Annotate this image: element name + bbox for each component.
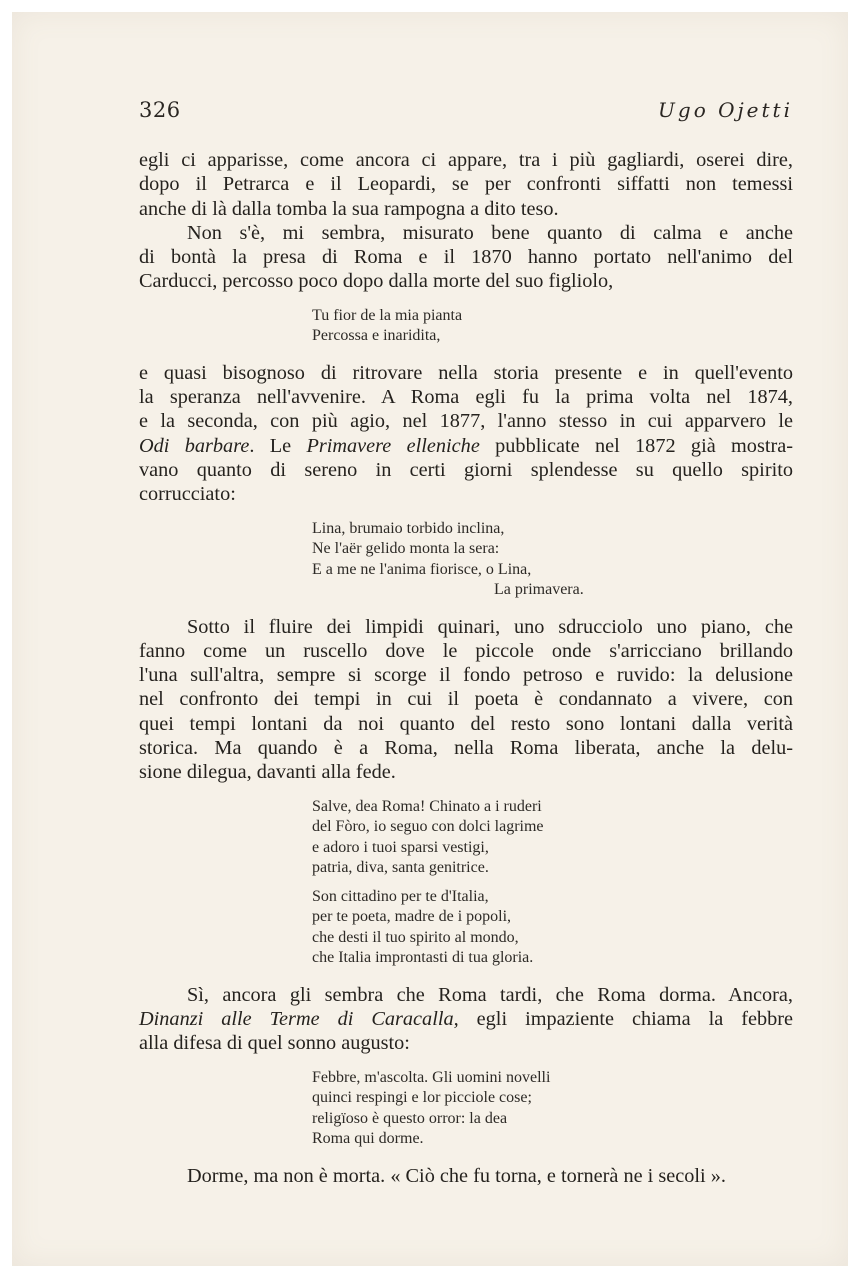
text-line: sione dilegua, davanti alla fede. [139, 761, 396, 784]
text-line: e quasi bisognoso di ritrovare nella storia presente e in quell'evento [139, 361, 793, 384]
text-line: di bontà la presa di Roma e il 1870 hanno portato nell'animo del [139, 246, 793, 269]
text-line: Non s'è, mi sembra, misurato bene quanto di calma e anche [187, 221, 793, 244]
text-line: vano quanto di sereno in certi giorni splendesse su quello spirito [139, 458, 793, 481]
verse-line: Febbre, m'ascolta. Gli uomini novelli [312, 1068, 551, 1086]
verse-quotation-3 [312, 797, 793, 969]
verse-quotation-2 [312, 519, 793, 601]
text-line: Sotto il fluire dei limpidi quinari, uno sdrucciolo uno piano, che [187, 615, 793, 638]
verse-line: Salve, dea Roma! Chinato a i ruderi [312, 797, 542, 815]
text-line: storica. Ma quando è a Roma, nella Roma liberata, anche la delu- [139, 737, 793, 760]
verse-quotation-1 [312, 306, 793, 347]
text-line: l'una sull'altra, sempre si scorge il fondo petroso e ruvido: la delusione [139, 664, 793, 687]
text-line: alla difesa di quel sonno augusto: [139, 1032, 410, 1055]
text-line: egli ci apparisse, come ancora ci appare, tra i più gagliardi, oserei dire, [139, 149, 793, 171]
page-header [139, 98, 793, 128]
verse-line: Son cittadino per te d'Italia, [312, 887, 489, 905]
verse-line: patria, diva, santa genitrice. [312, 859, 489, 877]
book-title: Primavere elleniche [306, 434, 480, 457]
page-body [139, 148, 793, 1188]
verse-line: per te poeta, madre de i popoli, [312, 908, 512, 926]
text-line: Dorme, ma non è morta. « Ciò che fu torna, e tornerà ne i secoli ». [187, 1164, 726, 1187]
text-line: anche di là dalla tomba la sua rampogna a dito teso. [139, 197, 559, 220]
text-line: Sì, ancora gli sembra che Roma tardi, che Roma dorma. Ancora, [187, 983, 793, 1006]
verse-line: Lina, brumaio torbido inclina, [312, 519, 505, 537]
paragraph-2 [139, 221, 793, 294]
text-line: e la seconda, con più agio, nel 1877, l'anno stesso in cui apparvero le [139, 410, 793, 433]
verse-line: Ne l'aër gelido monta la sera: [312, 540, 500, 558]
text-line: Carducci, percosso poco dopo dalla morte del suo figliolo, [139, 270, 614, 293]
page-number: 326 [139, 98, 181, 122]
verse-line: che Italia improntasti di tua gloria. [312, 949, 534, 967]
verse-line: Percossa e inaridita, [312, 327, 441, 345]
verse-line: Tu fior de la mia pianta [312, 306, 463, 324]
text-line: dopo il Petrarca e il Leopardi, se per confronti siffatti non temessi [139, 173, 793, 196]
verse-line: quinci respingi e lor picciole cose; [312, 1089, 532, 1107]
text-line: corrucciato: [139, 483, 236, 506]
paragraph-5 [139, 983, 793, 1056]
verse-line: che desti il tuo spirito al mondo, [312, 928, 519, 946]
verse-quotation-4 [312, 1068, 793, 1150]
paragraph-4 [139, 615, 793, 785]
paragraph-3 [139, 361, 793, 507]
verse-stanza [312, 797, 793, 879]
paragraph-1 [139, 148, 793, 221]
text-line: fanno come un ruscello dove le piccole onde s'arricciano brillando [139, 639, 793, 662]
book-page [12, 12, 848, 1266]
verse-line: e adoro i tuoi sparsi vestigi, [312, 838, 489, 856]
verse-line: religïoso è questo orror: la dea [312, 1109, 508, 1127]
verse-line: del Fòro, io seguo con dolci lagrime [312, 818, 544, 836]
verse-line: Roma qui dorme. [312, 1130, 424, 1148]
poem-title: Dinanzi alle Terme di Caracalla, [139, 1007, 459, 1030]
text-line: nel confronto dei tempi in cui il poeta è condannato a vivere, con [139, 688, 793, 711]
verse-line: E a me ne l'anima fiorisce, o Lina, [312, 560, 532, 578]
text-line: Odi barbare. Le Primavere elleniche pubblicate nel 1872 già mostra- [139, 434, 793, 457]
text-line: quei tempi lontani da noi quanto del resto sono lontani dalla verità [139, 712, 793, 735]
verse-line: La primavera. [494, 581, 584, 599]
book-title: Odi barbare [139, 434, 250, 457]
running-head-author: Ugo Ojetti [658, 98, 793, 122]
text-line: la speranza nell'avvenire. A Roma egli fu la prima volta nel 1874, [139, 386, 793, 409]
paragraph-6 [139, 1164, 793, 1188]
verse-stanza [312, 887, 793, 969]
text-line: Dinanzi alle Terme di Caracalla, egli impaziente chiama la febbre [139, 1007, 793, 1030]
